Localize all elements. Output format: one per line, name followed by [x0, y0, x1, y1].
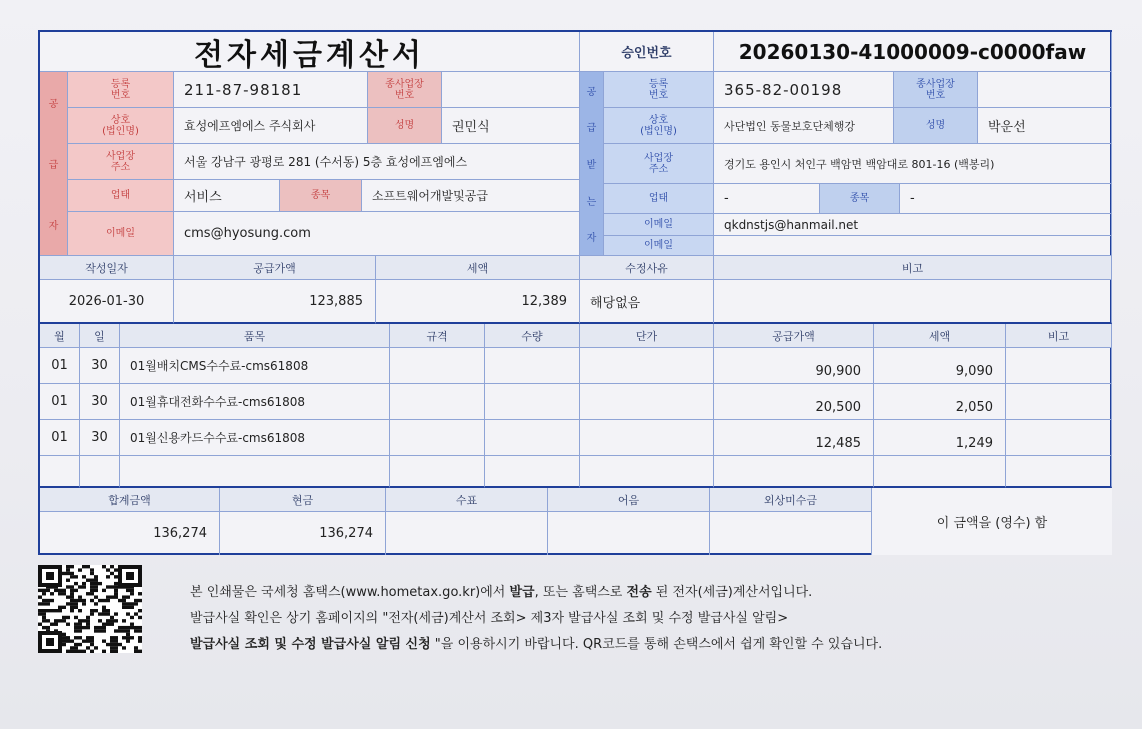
buyer-biz: -: [714, 184, 820, 214]
item-empty-cell: [485, 456, 580, 488]
items-header-qty: 수량: [485, 324, 580, 348]
summary-note: [714, 280, 1112, 324]
item-day: 30: [80, 420, 120, 456]
supplier-email: cms@hyosung.com: [174, 212, 580, 256]
item-unit: [580, 348, 714, 384]
item-spec: [390, 348, 485, 384]
item-unit: [580, 420, 714, 456]
items-header-day: 일: [80, 324, 120, 348]
buyer-email: qkdnstjs@hanmail.net: [714, 214, 1112, 236]
totals-total: 136,274: [40, 512, 220, 555]
item-supply: 90,900: [714, 348, 874, 384]
buyer-side-char: 자: [586, 233, 597, 245]
item-name: 01월배치CMS수수료-cms61808: [120, 348, 390, 384]
items-header-name: 품목: [120, 324, 390, 348]
supplier-sub-no: [442, 72, 580, 108]
buyer-side-char: 는: [586, 196, 597, 208]
footer-bold-text: 발급: [509, 585, 535, 600]
supplier-biz: 서비스: [174, 180, 280, 212]
supplier-item-label: 종목: [280, 180, 362, 212]
invoice-title: 전자세금계산서: [40, 32, 580, 72]
buyer-reg-no: 365-82-00198: [714, 72, 894, 108]
buyer-name: 사단법인 동물보호단체행강: [714, 108, 894, 144]
items-header-spec: 규격: [390, 324, 485, 348]
items-header-unit: 단가: [580, 324, 714, 348]
item-day: 30: [80, 384, 120, 420]
item-tax: 9,090: [874, 348, 1006, 384]
item-empty-cell: [580, 456, 714, 488]
item-empty-cell: [874, 456, 1006, 488]
summary-header-tax: 세액: [376, 256, 580, 280]
items-header-supply: 공급가액: [714, 324, 874, 348]
summary-supply: 123,885: [174, 280, 376, 324]
summary-header-date: 작성일자: [40, 256, 174, 280]
item-note: [1006, 384, 1112, 420]
buyer-rep-label: 성명: [894, 108, 978, 144]
buyer-address: 경기도 용인시 처인구 백암면 백암대로 801-16 (백봉리): [714, 144, 1112, 184]
footer-text: , 또는 홈택스로: [534, 585, 627, 600]
item-empty-cell: [40, 456, 80, 488]
summary-header-supply: 공급가액: [174, 256, 376, 280]
qr-code-icon: [38, 565, 142, 653]
buyer-side-char: 공: [586, 86, 597, 98]
tax-invoice: [38, 30, 1112, 555]
item-name: 01월휴대전화수수료-cms61808: [120, 384, 390, 420]
supplier-rep-label: 성명: [368, 108, 442, 144]
supplier-reg-label: 등록 번호: [68, 72, 174, 108]
supplier-item: 소프트웨어개발및공급: [362, 180, 580, 212]
totals-header-cash: 현금: [220, 488, 386, 512]
item-spec: [390, 384, 485, 420]
buyer-sub-no: [978, 72, 1112, 108]
totals-header-bill: 어음: [548, 488, 710, 512]
buyer-item-label: 종목: [820, 184, 900, 214]
totals-statement: 이 금액을 (영수) 함: [872, 488, 1112, 555]
footer-bold-text: 전송: [626, 585, 652, 600]
item-supply: 12,485: [714, 420, 874, 456]
supplier-addr-label: 사업장 주소: [68, 144, 174, 180]
items-header-note: 비고: [1006, 324, 1112, 348]
supplier-side-char: 자: [48, 221, 59, 232]
buyer-name-label: 상호 (법인명): [604, 108, 714, 144]
buyer-item: -: [900, 184, 1112, 214]
item-empty-cell: [1006, 456, 1112, 488]
item-name: 01월신용카드수수료-cms61808: [120, 420, 390, 456]
supplier-email-label: 이메일: [68, 212, 174, 256]
totals-header-credit: 외상미수금: [710, 488, 872, 512]
buyer-biz-label: 업태: [604, 184, 714, 214]
supplier-name-label: 상호 (법인명): [68, 108, 174, 144]
buyer-side-char: 급: [586, 123, 597, 135]
item-qty: [485, 420, 580, 456]
footer-line-3: [190, 632, 1110, 658]
items-header-tax: 세액: [874, 324, 1006, 348]
buyer-rep: 박운선: [978, 108, 1112, 144]
item-month: 01: [40, 420, 80, 456]
item-empty-cell: [120, 456, 390, 488]
supplier-biz-label: 업태: [68, 180, 174, 212]
summary-reason: 해당없음: [580, 280, 714, 324]
totals-check: [386, 512, 548, 555]
item-empty-cell: [80, 456, 120, 488]
footer-text: 된 전자(세금)계산서입니다.: [651, 585, 813, 600]
qr-code: [38, 565, 142, 653]
buyer-email2-label: 이메일: [604, 236, 714, 256]
item-supply: 20,500: [714, 384, 874, 420]
totals-header-check: 수표: [386, 488, 548, 512]
supplier-side-char: 공: [48, 99, 59, 110]
item-qty: [485, 348, 580, 384]
item-note: [1006, 420, 1112, 456]
item-note: [1006, 348, 1112, 384]
buyer-email2: [714, 236, 1112, 256]
item-month: 01: [40, 384, 80, 420]
supplier-sub-label: 종사업장 번호: [368, 72, 442, 108]
summary-tax: 12,389: [376, 280, 580, 324]
supplier-side-label: [40, 72, 68, 256]
summary-header-note: 비고: [714, 256, 1112, 280]
item-qty: [485, 384, 580, 420]
buyer-sub-label: 종사업장 번호: [894, 72, 978, 108]
totals-cash: 136,274: [220, 512, 386, 555]
buyer-side-char: 받: [586, 159, 597, 171]
item-empty-cell: [714, 456, 874, 488]
totals-credit: [710, 512, 872, 555]
summary-header-reason: 수정사유: [580, 256, 714, 280]
item-tax: 2,050: [874, 384, 1006, 420]
buyer-reg-label: 등록 번호: [604, 72, 714, 108]
item-spec: [390, 420, 485, 456]
approval-label: 승인번호: [580, 32, 714, 72]
buyer-email-label: 이메일: [604, 214, 714, 236]
item-tax: 1,249: [874, 420, 1006, 456]
approval-number: 20260130-41000009-c0000faw: [714, 32, 1112, 72]
footer-line-2: 발급사실 확인은 상기 홈페이지의 "전자(세금)계산서 조회> 제3자 발급사실 조회 및 수정 발급사실 알림>: [190, 611, 789, 626]
supplier-name: 효성에프엠에스 주식회사: [174, 108, 368, 144]
supplier-address: 서울 강남구 광평로 281 (수서동) 5층 효성에프엠에스: [174, 144, 580, 180]
supplier-reg-no: 211-87-98181: [174, 72, 368, 108]
footer-text: 본 인쇄물은 국세청 홈택스(www.hometax.go.kr)에서: [190, 585, 510, 600]
item-day: 30: [80, 348, 120, 384]
summary-date: 2026-01-30: [40, 280, 174, 324]
totals-bill: [548, 512, 710, 555]
supplier-rep: 권민식: [442, 108, 580, 144]
items-header-month: 월: [40, 324, 80, 348]
buyer-addr-label: 사업장 주소: [604, 144, 714, 184]
totals-header-total: 합계금액: [40, 488, 220, 512]
footer-line-1: [190, 580, 1110, 606]
buyer-side-label: [580, 72, 604, 256]
footer-notice: [190, 580, 1110, 658]
supplier-side-char: 급: [48, 160, 59, 171]
footer-text: "을 이용하시기 바랍니다. QR코드를 통해 손택스에서 쉽게 확인할 수 있습니다.: [430, 637, 883, 652]
item-unit: [580, 384, 714, 420]
footer-bold-text: 발급사실 조회 및 수정 발급사실 알림 신청: [190, 637, 431, 652]
item-month: 01: [40, 348, 80, 384]
item-empty-cell: [390, 456, 485, 488]
